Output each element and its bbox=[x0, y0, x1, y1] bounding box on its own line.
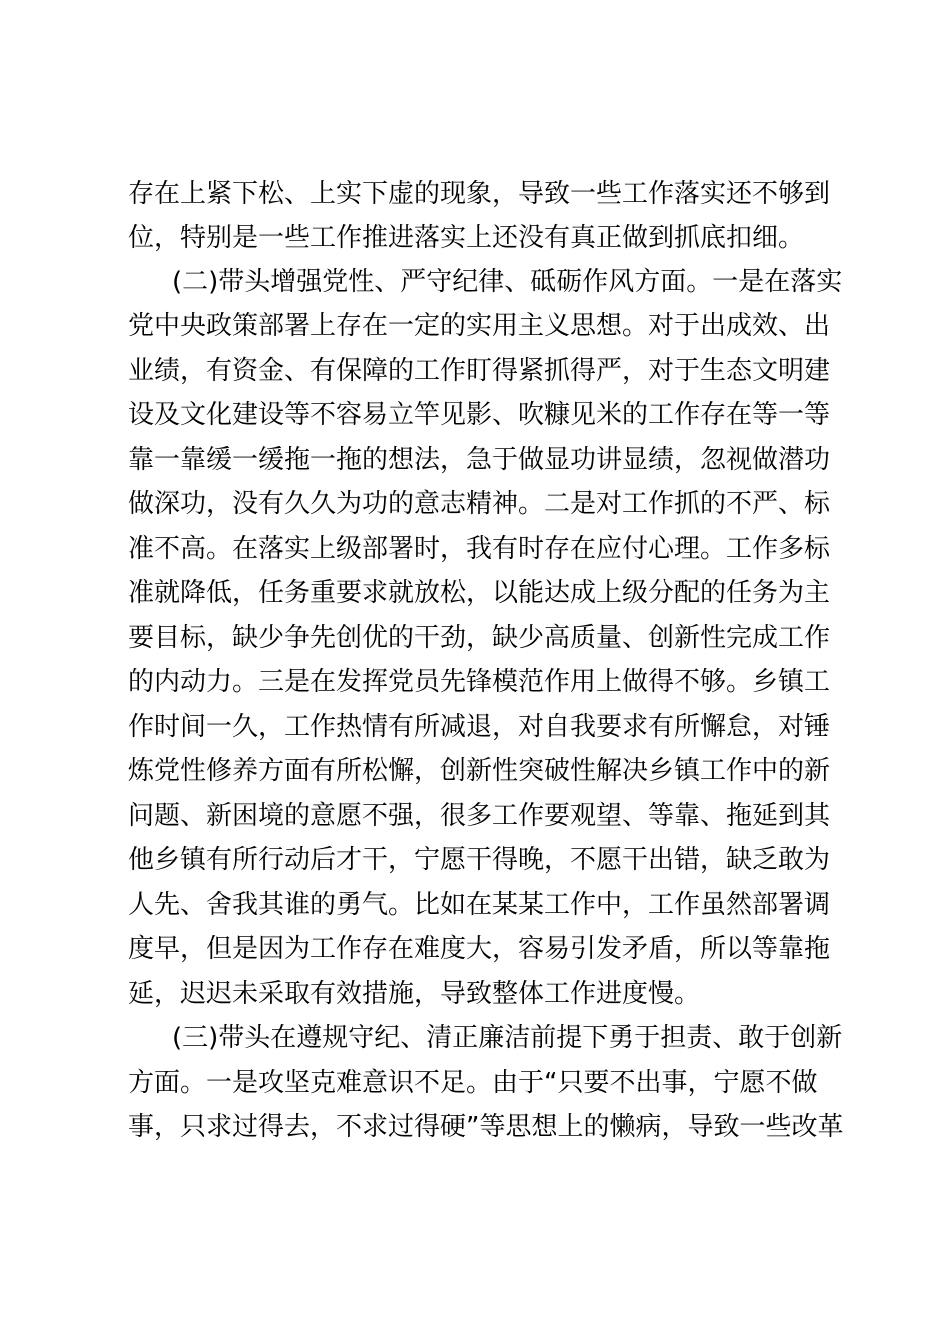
text-line: 作时间一久，工作热情有所减退，对自我要求有所懈怠，对锤 bbox=[128, 712, 831, 742]
section-heading-line: (二)带头增强党性、严守纪律、砥砺作风方面。一是在落实 bbox=[172, 267, 843, 297]
text-line: 要目标，缺少争先创优的干劲，缺少高质量、创新性完成工作 bbox=[128, 623, 831, 653]
text-line: 位，特别是一些工作推进落实上还没有真正做到抓底扣细。 bbox=[128, 223, 805, 253]
text-line: 准就降低，任务重要求就放松，以能达成上级分配的任务为主 bbox=[128, 578, 831, 608]
text-line: 他乡镇有所行动后才干，宁愿干得晚，不愿干出错，缺乏敢为 bbox=[128, 845, 831, 875]
text-line: 度早，但是因为工作存在难度大，容易引发矛盾，所以等靠拖 bbox=[128, 934, 831, 964]
text-line: 存在上紧下松、上实下虚的现象，导致一些工作落实还不够到 bbox=[128, 179, 831, 209]
text-line: 延，迟迟未采取有效措施，导致整体工作进度慢。 bbox=[128, 979, 701, 1009]
text-line: 事，只求过得去，不求过得硬”等思想上的懒病，导致一些改革 bbox=[128, 1112, 844, 1142]
text-line: 做深功，没有久久为功的意志精神。二是对工作抓的不严、标 bbox=[128, 489, 831, 519]
text-line: 设及文化建设等不容易立竿见影、吹糠见米的工作存在等一等 bbox=[128, 400, 831, 430]
text-line: 的内动力。三是在发挥党员先锋模范作用上做得不够。乡镇工 bbox=[128, 667, 831, 697]
text-line: 人先、舍我其谁的勇气。比如在某某工作中，工作虽然部署调 bbox=[128, 890, 831, 920]
text-line: 党中央政策部署上存在一定的实用主义思想。对于出成效、出 bbox=[128, 311, 831, 341]
section-heading-line: (三)带头在遵规守纪、清正廉洁前提下勇于担责、敢于创新 bbox=[172, 1023, 843, 1053]
text-line: 业绩，有资金、有保障的工作盯得紧抓得严，对于生态文明建 bbox=[128, 356, 831, 386]
text-line: 准不高。在落实上级部署时，我有时存在应付心理。工作多标 bbox=[128, 534, 831, 564]
text-line: 炼党性修养方面有所松懈，创新性突破性解决乡镇工作中的新 bbox=[128, 756, 831, 786]
text-line: 靠一靠缓一缓拖一拖的想法，急于做显功讲显绩，忽视做潜功 bbox=[128, 445, 831, 475]
text-line: 方面。一是攻坚克难意识不足。由于“只要不出事，宁愿不做 bbox=[128, 1068, 818, 1098]
text-line: 问题、新困境的意愿不强，很多工作要观望、等靠、拖延到其 bbox=[128, 801, 831, 831]
